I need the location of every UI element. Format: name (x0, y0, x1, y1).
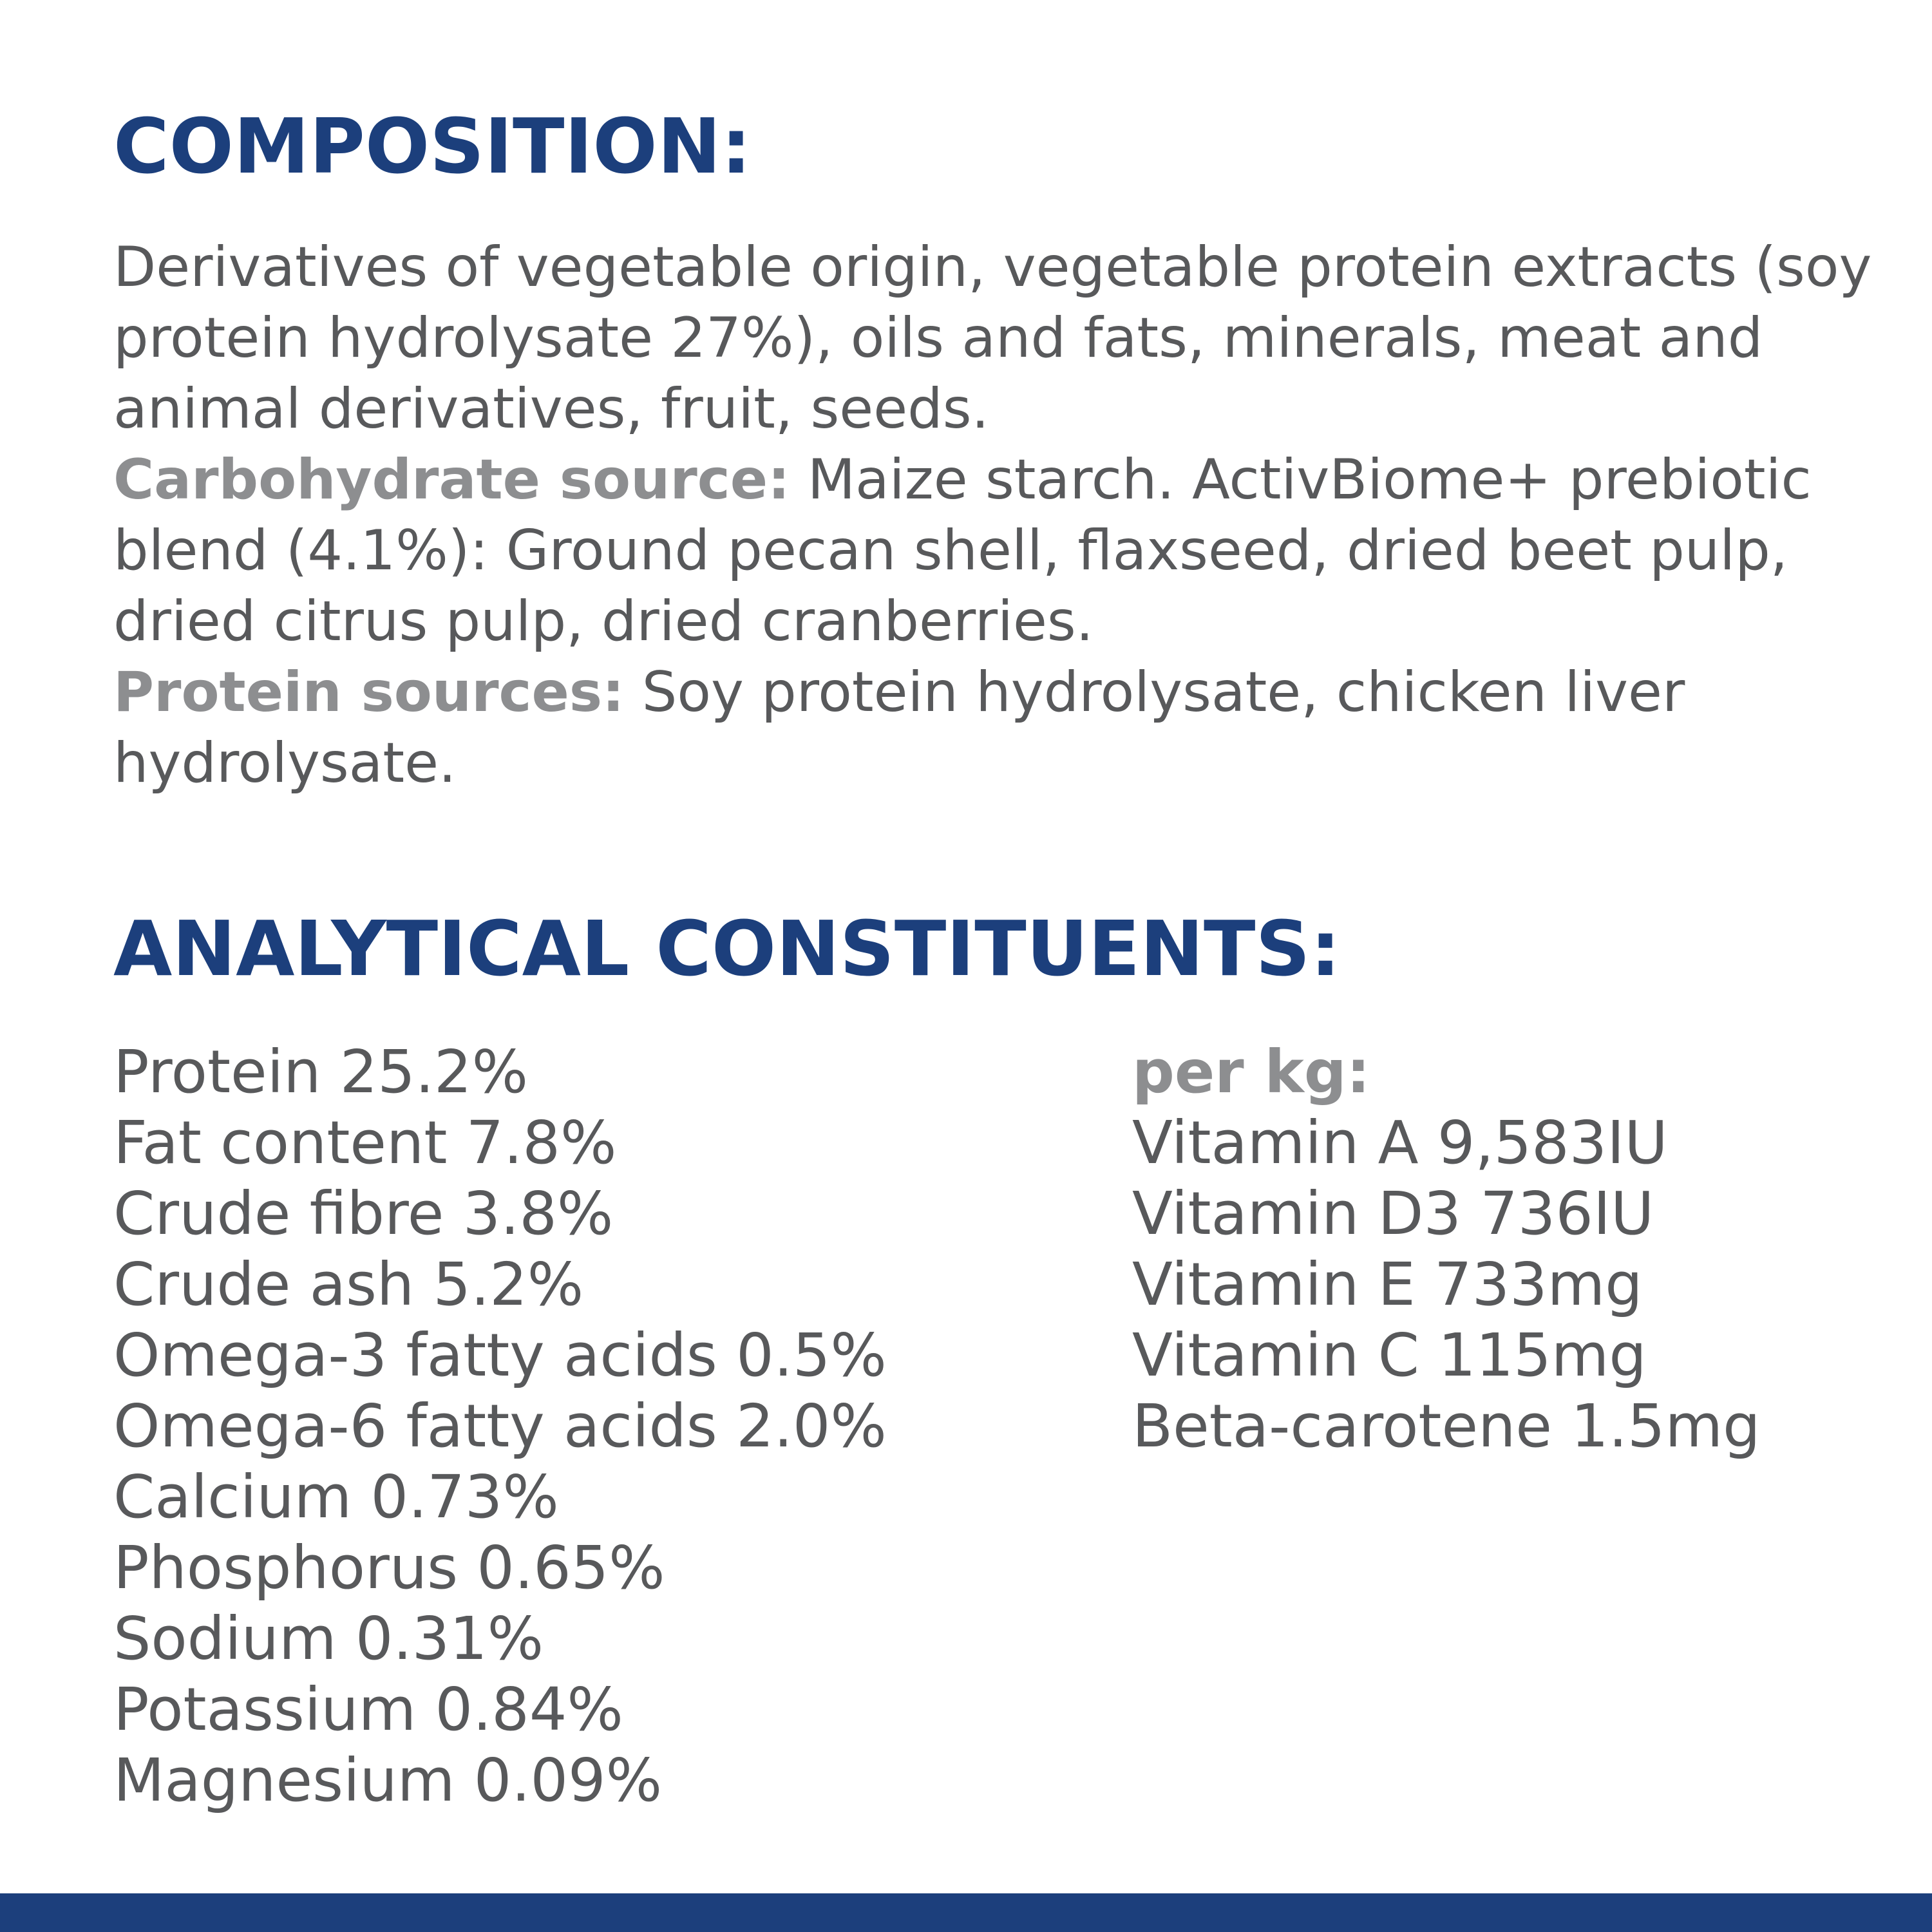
bottom-bar (0, 1893, 1932, 1932)
vitamin-item: Vitamin E 733mg (1132, 1250, 1643, 1319)
constituent-item: Fat content 7.8% (113, 1108, 617, 1177)
composition-paragraph (113, 232, 1891, 799)
carbohydrate-source-text: Maize starch. ActivBiome+ prebiotic blend (4.1%): Ground pecan shell, flaxseed, dried beet pulp, dried citrus pulp, dried cranberries. (113, 448, 1812, 654)
protein-sources-text: Soy protein hydrolysate, chicken liver hydrolysate. (113, 660, 1685, 795)
composition-ingredients: Derivatives of vegetable origin, vegetable protein extracts (soy protein hydrolysate 27%), oils and fats, minerals, meat and animal derivatives, fruit, seeds. (113, 235, 1872, 441)
analytical-constituents-list (113, 1037, 887, 1816)
vitamin-item: Vitamin C 115mg (1132, 1321, 1647, 1390)
constituent-item: Crude ash 5.2% (113, 1250, 584, 1319)
composition-heading: COMPOSITION: (113, 102, 752, 191)
composition-text (113, 232, 1891, 799)
constituent-item: Omega-6 fatty acids 2.0% (113, 1392, 887, 1461)
constituent-item: Sodium 0.31% (113, 1604, 544, 1673)
per-kg-label: per kg: (1132, 1037, 1370, 1106)
vitamin-item: Vitamin A 9,583IU (1132, 1108, 1668, 1177)
vitamin-item: Vitamin D3 736IU (1132, 1179, 1654, 1248)
carbohydrate-source-label: Carbohydrate source: (113, 448, 790, 512)
constituent-item: Phosphorus 0.65% (113, 1533, 665, 1602)
constituent-item: Protein 25.2% (113, 1037, 528, 1106)
per-kg-list (1132, 1037, 1761, 1462)
analytical-constituents-heading: ANALYTICAL CONSTITUENTS: (113, 904, 1341, 993)
constituent-item: Calcium 0.73% (113, 1463, 559, 1531)
constituent-item: Omega-3 fatty acids 0.5% (113, 1321, 887, 1390)
vitamin-item: Beta-carotene 1.5mg (1132, 1392, 1761, 1461)
constituent-item: Crude fibre 3.8% (113, 1179, 614, 1248)
constituent-item: Magnesium 0.09% (113, 1746, 662, 1815)
constituent-item: Potassium 0.84% (113, 1675, 623, 1744)
protein-sources-label: Protein sources: (113, 660, 625, 724)
